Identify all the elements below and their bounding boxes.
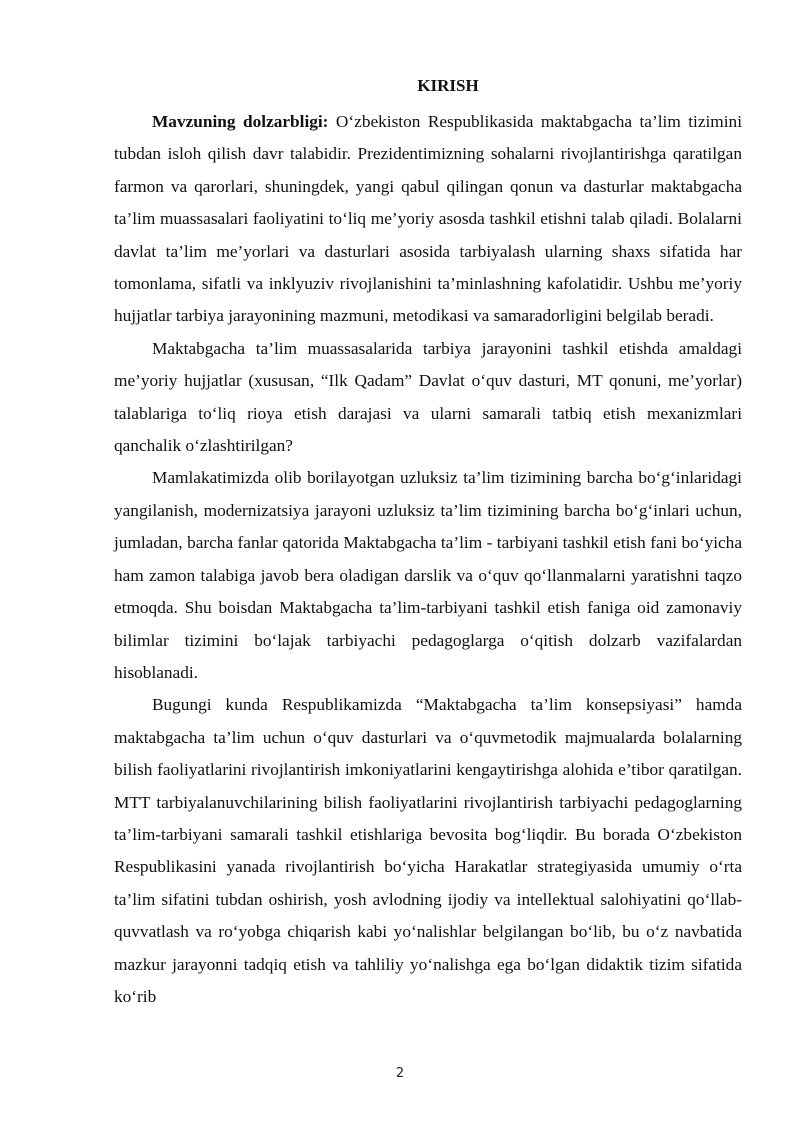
paragraph-question [114, 333, 742, 463]
paragraph-text: Bugungi kunda Respublikamizda “Maktabgacha ta’lim konsepsiyasi” hamda maktabgacha ta’lim uchun o‘quv dasturlari va o‘quvmetodik majmualarda bolalarning bilish faoliyatlarini rivojlantirish imkoniyatlarini kengaytirishga alohida e’tibor qaratilgan. MTT tarbiyalanuvchilarining bilish faoliyatlarini rivojlantirish tarbiyachi pedagoglarning ta’lim-tarbiyani samarali tashkil etishlariga bevosita bog‘liqdir. Bu borada O‘zbekiston Respublikasini yanada rivojlantirish bo‘yicha Harakatlar strategiyasida umumiy o‘rta ta’lim sifatini tubdan oshirish, yosh avlodning ijodiy va intellektual salohiyatini qo‘llab-quvvatlash va ro‘yobga chiqarish kabi yo‘nalishlar belgilangan bo‘lib, bu o‘z navbatida mazkur jarayonni tadqiq etish va tahliliy yo‘nalishga ega bo‘lgan didaktik tizim sifatida ko‘rib [114, 695, 742, 1006]
paragraph-relevance [114, 106, 742, 333]
paragraph-text: Maktabgacha ta’lim muassasalarida tarbiya jarayonini tashkil etishda amaldagi me’yoriy hujjatlar (xususan, “Ilk Qadam” Davlat o‘quv dasturi, MT qonuni, me’yorlar) talablariga to‘liq rioya etish darajasi va ularni samarali tatbiq etish mexanizmlari qanchalik o‘zlashtirilgan? [114, 338, 742, 456]
page-number: 2 [395, 1066, 405, 1081]
paragraph-text: Mamlakatimizda olib borilayotgan uzluksiz ta’lim tizimining barcha bo‘g‘inlaridagi yangilanish, modernizatsiya jarayoni uzluksiz ta’lim tizimining barcha bo‘g‘inlari uchun, jumladan, barcha fanlar qatorida Maktabgacha ta’lim - tarbiyani tashkil etish fani bo‘yicha ham zamon talabiga javob bera oladigan darslik va o‘quv qo‘llanmalarni yaratishni taqzo etmoqda. Shu boisdan Maktabgacha ta’lim-tarbiyani tashkil etish faniga oid zamonaviy bilimlar tizimini bo‘lajak tarbiyachi pedagoglarga o‘qitish dolzarb vazifalardan hisoblanadi. [114, 468, 742, 682]
paragraph-concept [114, 689, 742, 1013]
paragraph-lead: Mavzuning dolzarbligi: [152, 112, 329, 131]
page-title: KIRISH [417, 76, 479, 95]
paragraph-education-system [114, 462, 742, 689]
paragraph-text: O‘zbekiston Respublikasida maktabgacha ta’lim tizimini tubdan isloh qilish davr talabidir. Prezidentimizning sohalarni rivojlantirishga qaratilgan farmon va qarorlari, shuningdek, yangi qabul qilingan qonun va dasturlar maktabgacha ta’lim muassasalari faoliyatini to‘liq me’yoriy asosda tashkil etishni talab qiladi. Bolalarni davlat ta’lim me’yorlari va dasturlari asosida tarbiyalash ularning shaxs sifatida har tomonlama, sifatli va inklyuziv rivojlanishini ta’minlashning kafolatidir. Ushbu me’yoriy hujjatlar tarbiya jarayonining mazmuni, metodikasi va samaradorligini belgilab beradi. [114, 112, 742, 326]
